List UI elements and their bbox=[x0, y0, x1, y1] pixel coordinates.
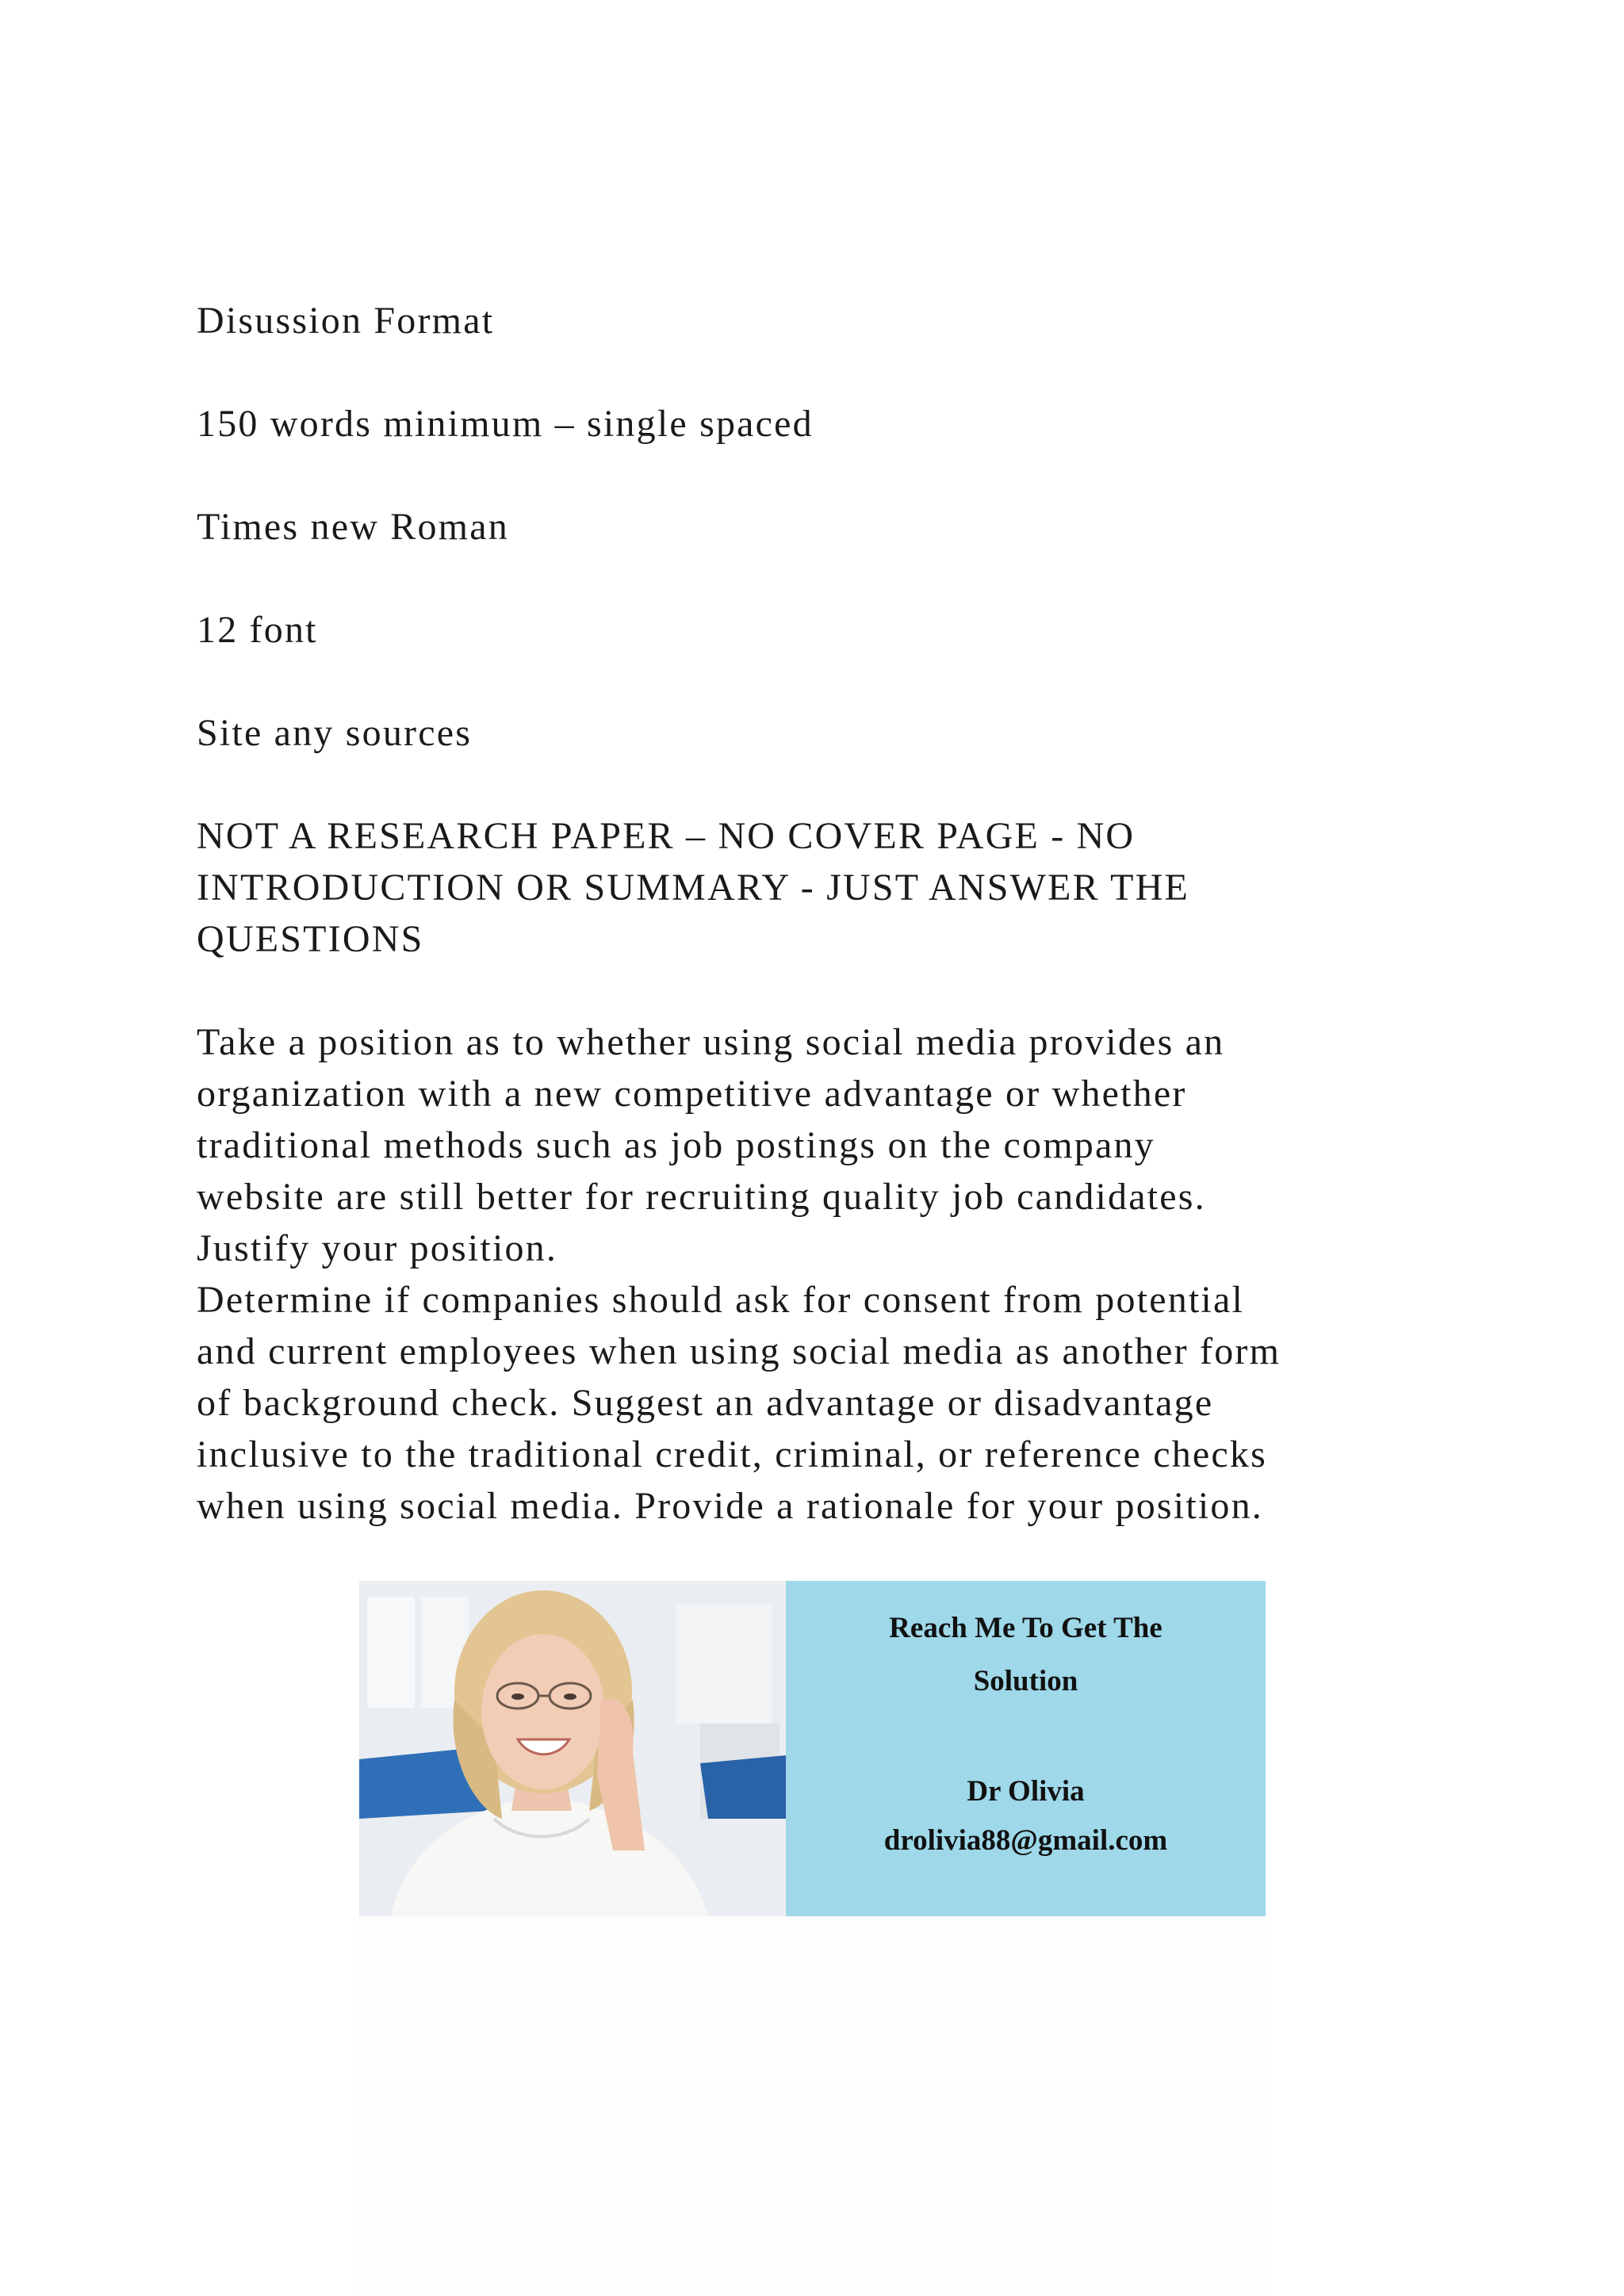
contact-name: Dr Olivia bbox=[967, 1775, 1085, 1808]
woman-illustration-icon bbox=[359, 1581, 786, 1916]
paragraph-question-2 bbox=[197, 1274, 1434, 1532]
text-line: Determine if companies should ask for consent from potential bbox=[197, 1279, 1245, 1321]
text-line: INTRODUCTION OR SUMMARY - JUST ANSWER THE bbox=[197, 867, 1190, 909]
text-line: QUESTIONS bbox=[197, 918, 424, 960]
text-line: Disussion Format bbox=[197, 300, 495, 342]
paragraph-sources bbox=[197, 707, 1434, 759]
text-line: Times new Roman bbox=[197, 506, 509, 548]
paragraph-word-count bbox=[197, 398, 1434, 450]
document-body bbox=[197, 295, 1434, 1532]
contact-info-panel bbox=[786, 1581, 1266, 1916]
paragraph-font-family bbox=[197, 501, 1434, 553]
paragraph-title bbox=[197, 295, 1434, 346]
cta-line-2: Solution bbox=[973, 1665, 1078, 1697]
contact-banner bbox=[359, 1581, 1266, 1916]
text-line: Take a position as to whether using social media provides an bbox=[197, 1021, 1225, 1063]
cta-line-1: Reach Me To Get The bbox=[889, 1612, 1162, 1644]
paragraph-question-1 bbox=[197, 1016, 1434, 1274]
text-line: traditional methods such as job postings on the company bbox=[197, 1124, 1155, 1166]
text-line: organization with a new competitive advantage or whether bbox=[197, 1073, 1187, 1115]
text-line: Justify your position. bbox=[197, 1227, 558, 1269]
text-line: 12 font bbox=[197, 609, 318, 651]
text-line: and current employees when using social media as another form bbox=[197, 1330, 1281, 1372]
text-line: when using social media. Provide a rationale for your position. bbox=[197, 1485, 1263, 1527]
paragraph-not-research bbox=[197, 810, 1434, 965]
text-line: of background check. Suggest an advantage or disadvantage bbox=[197, 1382, 1214, 1424]
text-line: Site any sources bbox=[197, 712, 473, 754]
woman-photo bbox=[359, 1581, 786, 1916]
text-line: NOT A RESEARCH PAPER – NO COVER PAGE - NO bbox=[197, 815, 1136, 857]
text-line: 150 words minimum – single spaced bbox=[197, 403, 814, 445]
image-background-area bbox=[359, 1916, 1266, 2296]
paragraph-font-size bbox=[197, 604, 1434, 656]
contact-email: drolivia88@gmail.com bbox=[883, 1824, 1168, 1857]
text-line: website are still better for recruiting quality job candidates. bbox=[197, 1176, 1206, 1218]
text-line: inclusive to the traditional credit, criminal, or reference checks bbox=[197, 1433, 1268, 1475]
